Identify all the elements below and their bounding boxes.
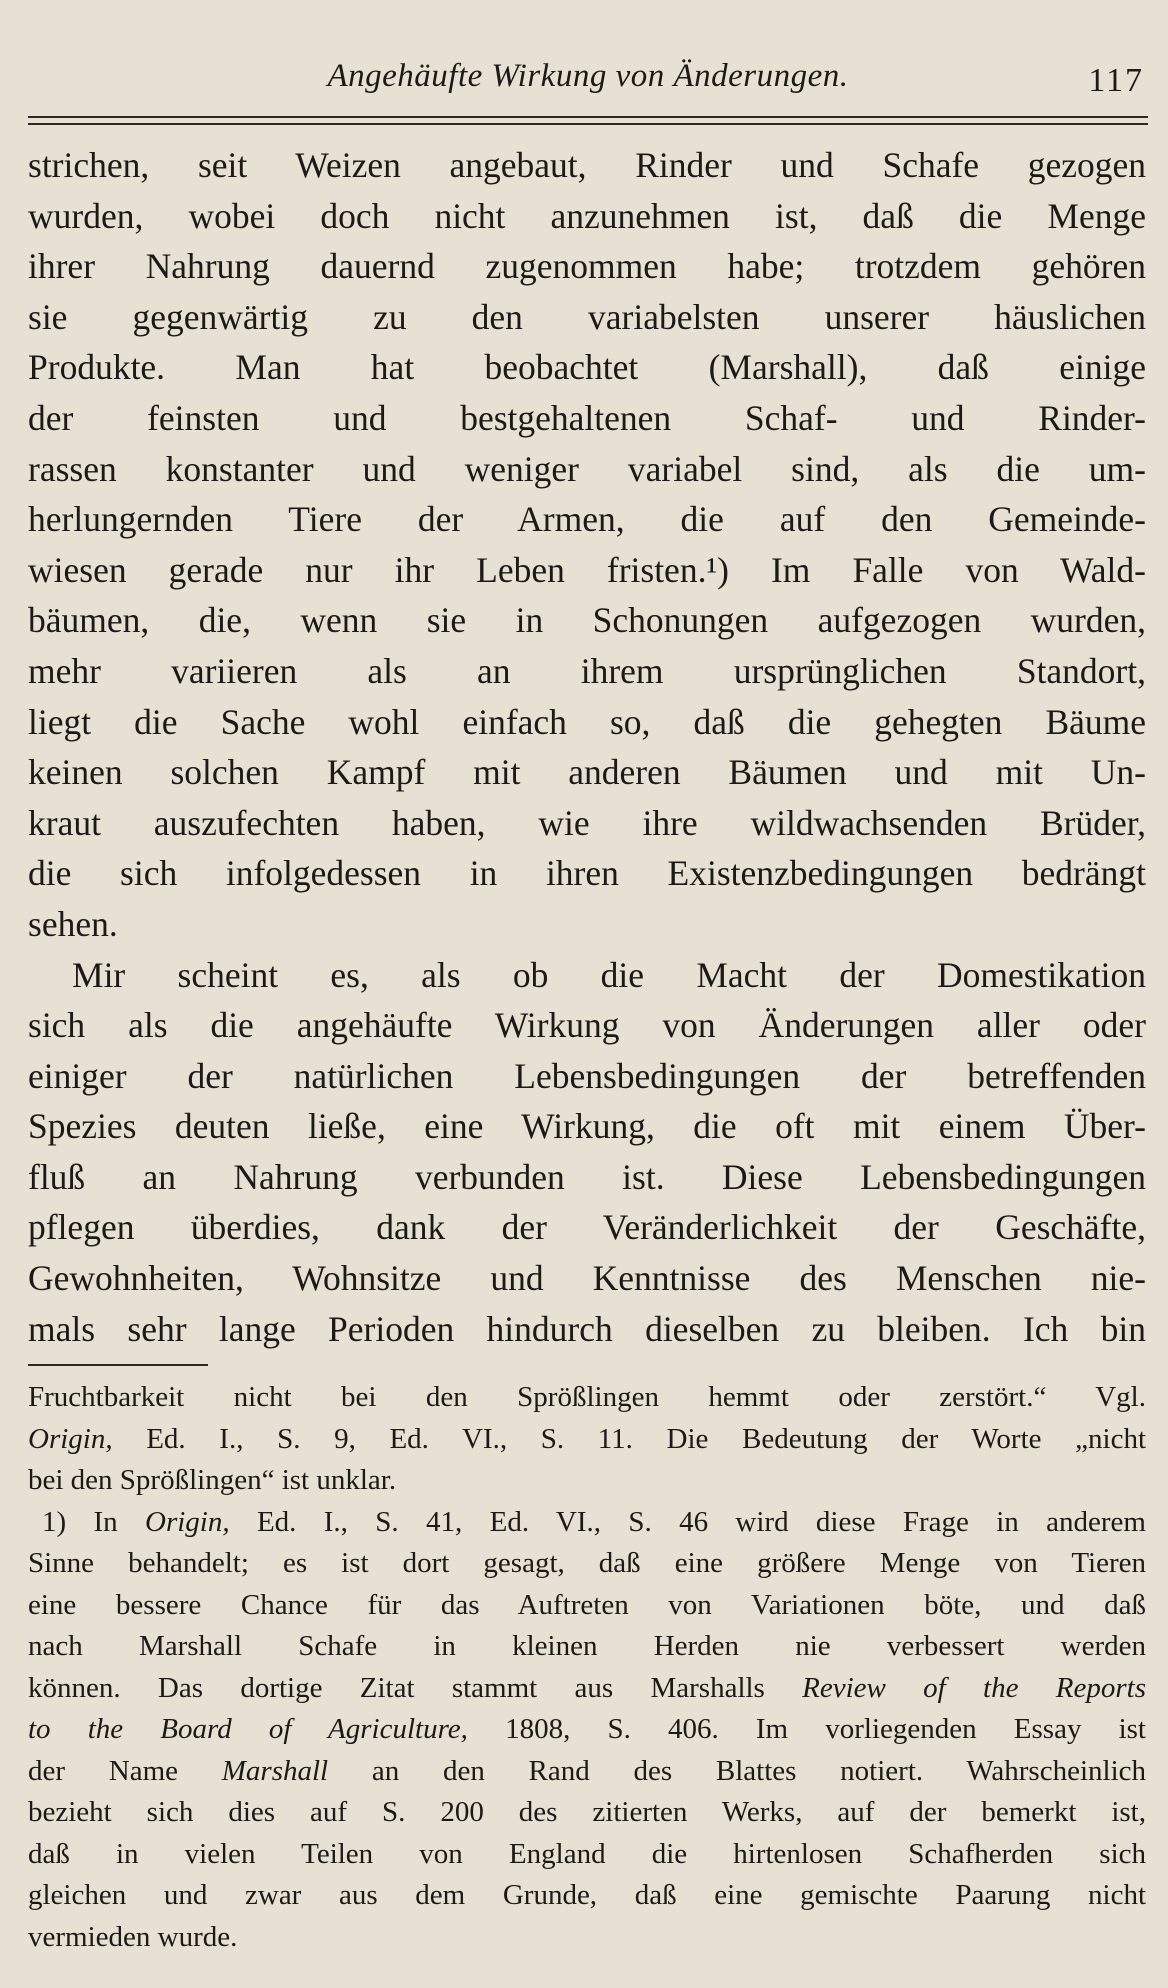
text-line: Mir scheint es, als ob die Macht der Domestikation [72,954,1146,995]
footnote-rule [28,1364,208,1366]
marginal-name: Marshall [221,1754,329,1787]
footnote-1-line: eine bessere Chance für das Auftreten von Variationen böte, und daß [28,1588,1146,1621]
citation-title: Origin, [28,1422,113,1455]
footnote-1-line: bezieht sich dies auf S. 200 des zitierten Werks, auf der bemerkt ist, [28,1796,1146,1828]
footnote-1-line: Sinne behandelt; es ist dort gesagt, daß eine größere Menge von Tieren [28,1547,1146,1579]
footnote-1-line: vermieden wurde. [28,1920,238,1953]
text-line: wiesen gerade nur ihr Leben fristen.¹) Im Falle von Wald- [28,549,1146,590]
text-line: sehen. [28,903,118,944]
text-line: herlungernden Tiere der Armen, die auf den Gemeinde- [28,499,1146,540]
header-rule [28,116,1148,118]
text-line: keinen solchen Kampf mit anderen Bäumen und mit Un- [28,752,1146,793]
footnote-1-line: gleichen und zwar aus dem Grunde, daß eine gemischte Paarung nicht [28,1879,1146,1911]
footnote-line: bei den Sprößlingen“ ist unklar. [28,1464,397,1496]
text-line: Produkte. Man hat beobachtet (Marshall), daß einige [28,347,1146,388]
text-line: mehr variieren als an ihrem ursprünglichen Standort, [28,650,1146,691]
header-rule-thin [28,123,1148,125]
footnote-1-line: to the Board of Agriculture, 1808, S. 406. Im vorliegenden Essay ist [28,1713,1146,1745]
footnotes [28,1377,1146,1958]
footnote-1-line: können. Das dortige Zitat stammt aus Marshalls Review of the Reports [28,1671,1146,1704]
main-text [28,140,1146,1354]
footnote-1-line: daß in vielen Teilen von England die hirtenlosen Schafherden sich [28,1837,1146,1870]
text-line: rassen konstanter und weniger variabel sind, als die um- [28,448,1146,489]
text-line: sie gegenwärtig zu den variabelsten unserer häuslichen [28,296,1146,337]
text-line: einiger der natürlichen Lebensbedingungen der betreffenden [28,1055,1146,1096]
text-line: pflegen überdies, dank der Veränderlichkeit der Geschäfte, [28,1207,1146,1248]
footnote-1-line: der Name Marshall an den Rand des Blattes notiert. Wahrscheinlich [28,1754,1146,1787]
text-line: ihrer Nahrung dauernd zugenommen habe; trotzdem gehören [28,246,1146,287]
text-line: wurden, wobei doch nicht anzunehmen ist, daß die Menge [28,195,1146,236]
text-line: strichen, seit Weizen angebaut, Rinder und Schafe gezogen [28,145,1146,185]
footnote-1-line: nach Marshall Schafe in kleinen Herden nie verbessert werden [28,1630,1146,1662]
text-line: mals sehr lange Perioden hindurch dieselben zu bleiben. Ich bin [28,1308,1146,1349]
page-header [28,58,1148,108]
text-line: bäumen, die, wenn sie in Schonungen aufgezogen wurden, [28,600,1146,641]
text-line: Gewohnheiten, Wohnsitze und Kenntnisse des Menschen nie- [28,1258,1146,1299]
text-line: die sich infolgedessen in ihren Existenzbedingungen bedrängt [28,853,1146,894]
text-line: fluß an Nahrung verbunden ist. Diese Lebensbedingungen [28,1156,1146,1197]
citation-title: Review of the Reports [802,1671,1146,1704]
text-line: kraut auszufechten haben, wie ihre wildwachsenden Brüder, [28,802,1146,843]
footnote-1-line: 1) In Origin, Ed. I., S. 41, Ed. VI., S. 46 wird diese Frage in anderem [42,1505,1146,1538]
citation-title: Origin, [145,1505,230,1538]
running-title: Angehäufte Wirkung von Änderungen. [327,58,849,94]
text-line: liegt die Sache wohl einfach so, daß die gehegten Bäume [28,701,1146,742]
footnote-line: Fruchtbarkeit nicht bei den Sprößlingen hemmt oder zerstört.“ Vgl. [28,1381,1146,1413]
citation-title: to the Board of Agriculture, [28,1713,468,1745]
footnote-line: Origin, Ed. I., S. 9, Ed. VI., S. 11. Die Bedeutung der Worte „nicht [28,1422,1146,1455]
text-line: Spezies deuten ließe, eine Wirkung, die oft mit einem Über- [28,1106,1146,1147]
text-line: sich als die angehäufte Wirkung von Änderungen aller oder [28,1005,1146,1046]
page-number: 117 [1088,62,1144,99]
text-line: der feinsten und bestgehaltenen Schaf- und Rinder- [28,397,1146,438]
footnote-marker: 1) In [42,1505,146,1538]
